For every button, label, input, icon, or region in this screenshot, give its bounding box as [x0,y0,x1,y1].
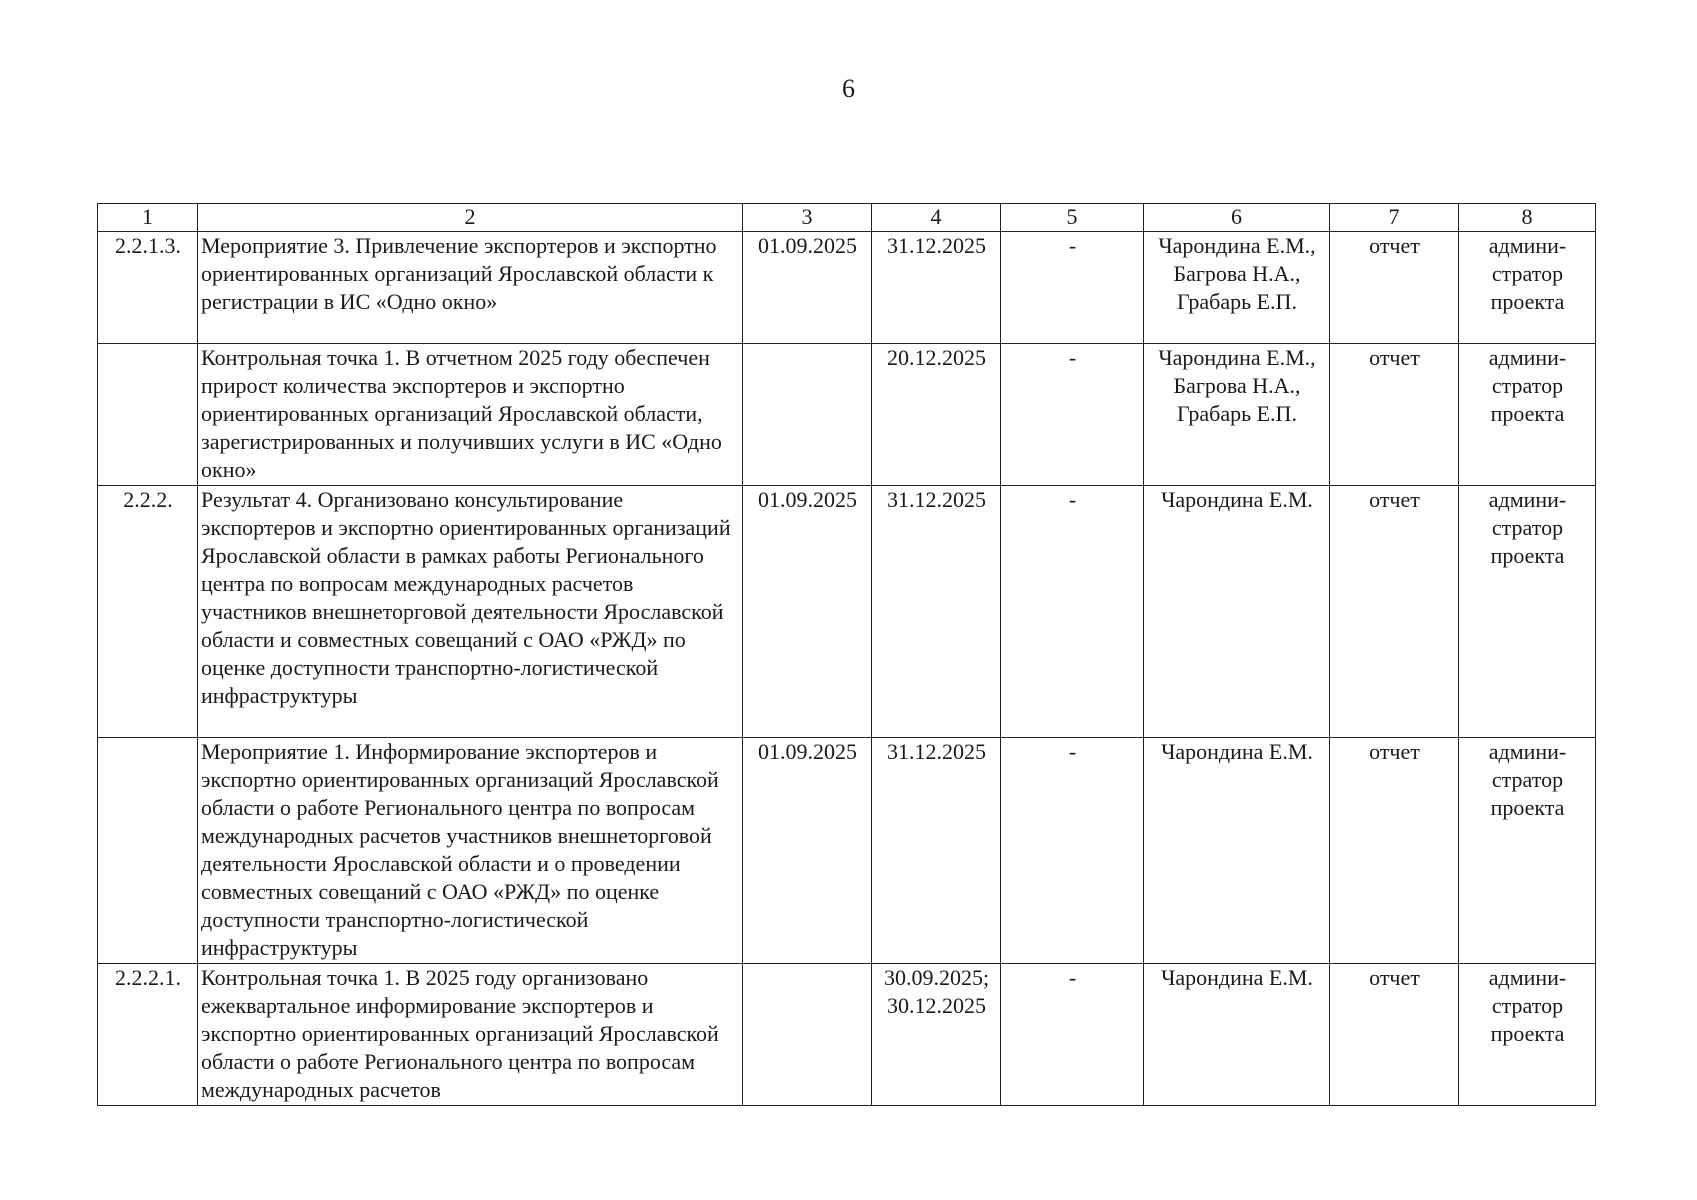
end-date: 31.12.2025 [872,486,1001,738]
table-row [98,964,1596,1106]
responsible: админи- стратор проекта [1459,486,1596,738]
report-form: отчет [1330,738,1459,964]
row-title: Контрольная точка 1. В отчетном 2025 году обеспечен прирост количества экспортеров и экспортно ориентированных организаций Ярославской области, зарегистрированных и получивших услуги в ИС «Одно окно» [198,344,743,486]
row-number: 2.2.2. [98,486,198,738]
executor: Чарондина Е.М. [1144,964,1330,1106]
end-date: 31.12.2025 [872,738,1001,964]
report-form: отчет [1330,964,1459,1106]
header-cell: 7 [1330,204,1459,232]
end-date: 30.09.2025; 30.12.2025 [872,964,1001,1106]
row-number: 2.2.2.1. [98,964,198,1106]
header-row [98,204,1596,232]
responsible: админи- стратор проекта [1459,738,1596,964]
table-row [98,344,1596,486]
plan-table [97,203,1596,1106]
end-date: 31.12.2025 [872,232,1001,344]
header-cell: 5 [1001,204,1144,232]
report-form: отчет [1330,486,1459,738]
row-title: Мероприятие 3. Привлечение экспортеров и экспортно ориентированных организаций Ярославской области к регистрации в ИС «Одно окно» [198,232,743,344]
responsible: админи- стратор проекта [1459,232,1596,344]
header-cell: 6 [1144,204,1330,232]
executor: Чарондина Е.М., Багрова Н.А., Грабарь Е.П. [1144,232,1330,344]
row-title: Мероприятие 1. Информирование экспортеров и экспортно ориентированных организаций Ярославской области о работе Регионального центра по вопросам международных расчетов участников внешнеторговой деятельности Ярославской области и о проведении совместных совещаний с ОАО «РЖД» по оценке доступности транспортно-логистической инфраструктуры [198,738,743,964]
start-date: 01.09.2025 [743,738,872,964]
table-header [98,204,1596,232]
executor: Чарондина Е.М. [1144,486,1330,738]
executor: Чарондина Е.М. [1144,738,1330,964]
header-cell: 2 [198,204,743,232]
col-5-value: - [1001,344,1144,486]
report-form: отчет [1330,232,1459,344]
col-5-value: - [1001,964,1144,1106]
responsible: админи- стратор проекта [1459,344,1596,486]
responsible: админи- стратор проекта [1459,964,1596,1106]
start-date [743,964,872,1106]
col-5-value: - [1001,738,1144,964]
col-5-value: - [1001,486,1144,738]
report-form: отчет [1330,344,1459,486]
table-row [98,232,1596,344]
table-row [98,738,1596,964]
col-5-value: - [1001,232,1144,344]
table-row [98,486,1596,738]
row-number [98,344,198,486]
header-cell: 3 [743,204,872,232]
header-cell: 1 [98,204,198,232]
start-date: 01.09.2025 [743,486,872,738]
row-number: 2.2.1.3. [98,232,198,344]
header-cell: 8 [1459,204,1596,232]
row-title: Результат 4. Организовано консультирование экспортеров и экспортно ориентированных организаций Ярославской области в рамках работы Регионального центра по вопросам международных расчетов участников внешнеторговой деятельности Ярославской области и совместных совещаний с ОАО «РЖД» по оценке доступности транспортно-логистической инфраструктуры [198,486,743,738]
start-date [743,344,872,486]
start-date: 01.09.2025 [743,232,872,344]
end-date: 20.12.2025 [872,344,1001,486]
page-number: 6 [842,74,855,103]
row-title: Контрольная точка 1. В 2025 году организовано ежеквартальное информирование экспортеров и экспортно ориентированных организаций Ярославской области о работе Регионального центра по вопросам международных расчетов [198,964,743,1106]
header-cell: 4 [872,204,1001,232]
row-number [98,738,198,964]
executor: Чарондина Е.М., Багрова Н.А., Грабарь Е.П. [1144,344,1330,486]
table-body [98,232,1596,1106]
